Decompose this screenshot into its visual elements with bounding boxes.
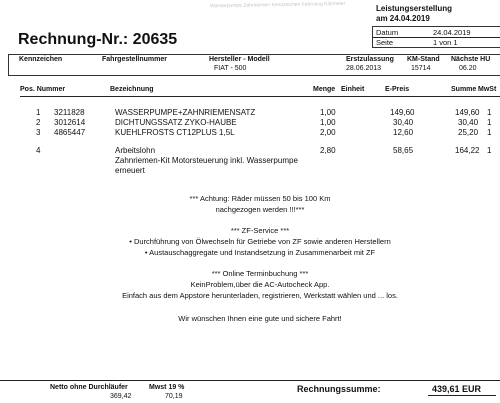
col-epreis: E-Preis (385, 86, 410, 93)
kennzeichen-label: Kennzeichen (19, 56, 63, 63)
row-nummer: 3211828 (54, 108, 85, 117)
row-bezeichnung-detail: erneuert (115, 166, 145, 175)
row-summe: 164,22 (455, 146, 480, 155)
thanks-note (40, 313, 480, 324)
zf-service-note (40, 225, 480, 258)
online-title: *** Online Terminbuchung *** (211, 269, 309, 278)
row-summe: 25,20 (458, 128, 479, 137)
row-epreis: 58,65 (393, 146, 414, 155)
zf-line: • Austauschaggregate und Instandsetzung in Zusammenarbeit mit ZF (144, 248, 376, 257)
hu-value: 06.20 (459, 65, 477, 72)
row-bezeichnung-detail: Zahnriemen-Kit Motorsteuerung inkl. Wasserpumpe (115, 156, 298, 165)
vehicle-info-box (8, 54, 500, 76)
hersteller-value: FIAT - 500 (214, 65, 247, 72)
invoice-title: Rechnung-Nr.: 20635 (18, 31, 178, 48)
row-epreis: 12,60 (393, 128, 414, 137)
row-menge: 1,00 (320, 118, 336, 127)
row-summe: 149,60 (455, 108, 480, 117)
row-pos: 2 (36, 118, 41, 127)
online-booking-note (40, 268, 480, 301)
online-line: KeinProblem,über die AC-Autocheck App. (190, 280, 330, 289)
datum-value: 24.04.2019 (433, 28, 471, 37)
service-date: am 24.04.2019 (376, 14, 430, 23)
seite-label: Seite (376, 38, 394, 47)
erstzulassung-label: Erstzulassung (346, 56, 394, 63)
row-pos: 4 (36, 146, 41, 155)
blurred-stamp: Wasserpumpe Zahnriemen Kennzeichen Fahrzeug Kilometer (209, 0, 346, 10)
online-line: Einfach aus dem Appstore herunterladen, registrieren, Werkstatt wählen und ... los. (122, 291, 398, 300)
row-mwst: 1 (487, 128, 492, 137)
mwst-value: 70,19 (165, 393, 183, 400)
zf-title: *** ZF-Service *** (230, 226, 290, 235)
zf-line: • Durchführung von Ölwechseln für Getriebe von ZF sowie anderen Herstellern (129, 237, 391, 246)
col-menge: Menge (313, 86, 336, 93)
kmstand-label: KM-Stand (407, 56, 440, 63)
achtung-note (40, 193, 480, 215)
row-menge: 1,00 (320, 108, 336, 117)
row-bezeichnung: Arbeitslohn (115, 146, 156, 155)
row-mwst: 1 (487, 146, 492, 155)
netto-value: 369,42 (110, 393, 132, 400)
datum-label: Datum (376, 28, 399, 37)
kmstand-value: 15714 (411, 65, 431, 72)
row-nummer: 4865447 (54, 128, 86, 137)
seite-value: 1 von 1 (433, 38, 458, 47)
hersteller-label: Hersteller - Modell (209, 56, 270, 63)
row-pos: 3 (36, 128, 41, 137)
achtung-line: *** Achtung: Räder müssen 50 bis 100 Km (189, 194, 331, 203)
row-epreis: 30,40 (393, 118, 414, 127)
service-date-block (376, 4, 452, 24)
col-einheit: Einheit (341, 86, 365, 93)
col-summe: Summe (451, 86, 477, 93)
hu-label: Nächste HU (451, 56, 491, 63)
rechnungssumme-value: 439,61 EUR (432, 384, 482, 394)
row-bezeichnung: KUEHLFROSTS CT12PLUS 1,5L (115, 128, 235, 137)
row-bezeichnung: DICHTUNGSSATZ ZYKO-HAUBE (115, 118, 237, 127)
fahrgestell-label: Fahrgestellnummer (102, 56, 167, 63)
mwst-label: Mwst 19 % (149, 384, 185, 391)
row-mwst: 1 (487, 108, 492, 117)
col-bezeichnung: Bezeichnung (110, 86, 154, 93)
row-nummer: 3012614 (54, 118, 86, 127)
row-bezeichnung: WASSERPUMPE+ZAHNRIEMENSATZ (115, 108, 256, 117)
row-menge: 2,80 (320, 146, 336, 155)
row-summe: 30,40 (458, 118, 479, 127)
col-mwst: MwSt (478, 86, 497, 93)
netto-label: Netto ohne Durchläufer (50, 384, 128, 391)
service-label: Leistungserstellung (376, 4, 453, 13)
row-epreis: 149,60 (390, 108, 415, 117)
header-divider (20, 96, 500, 97)
col-pos-nummer: Pos. Nummer (20, 86, 66, 93)
rechnungssumme-label: Rechnungssumme: (297, 384, 381, 394)
row-menge: 2,00 (320, 128, 336, 137)
erstzulassung-value: 28.06.2013 (346, 65, 382, 72)
thanks-line: Wir wünschen Ihnen eine gute und sichere Fahrt! (178, 314, 342, 323)
row-mwst: 1 (487, 118, 492, 127)
row-pos: 1 (36, 108, 41, 117)
totals-footer (0, 380, 500, 403)
achtung-line: nachgezogen werden !!!*** (215, 205, 305, 214)
date-page-box (372, 26, 500, 48)
